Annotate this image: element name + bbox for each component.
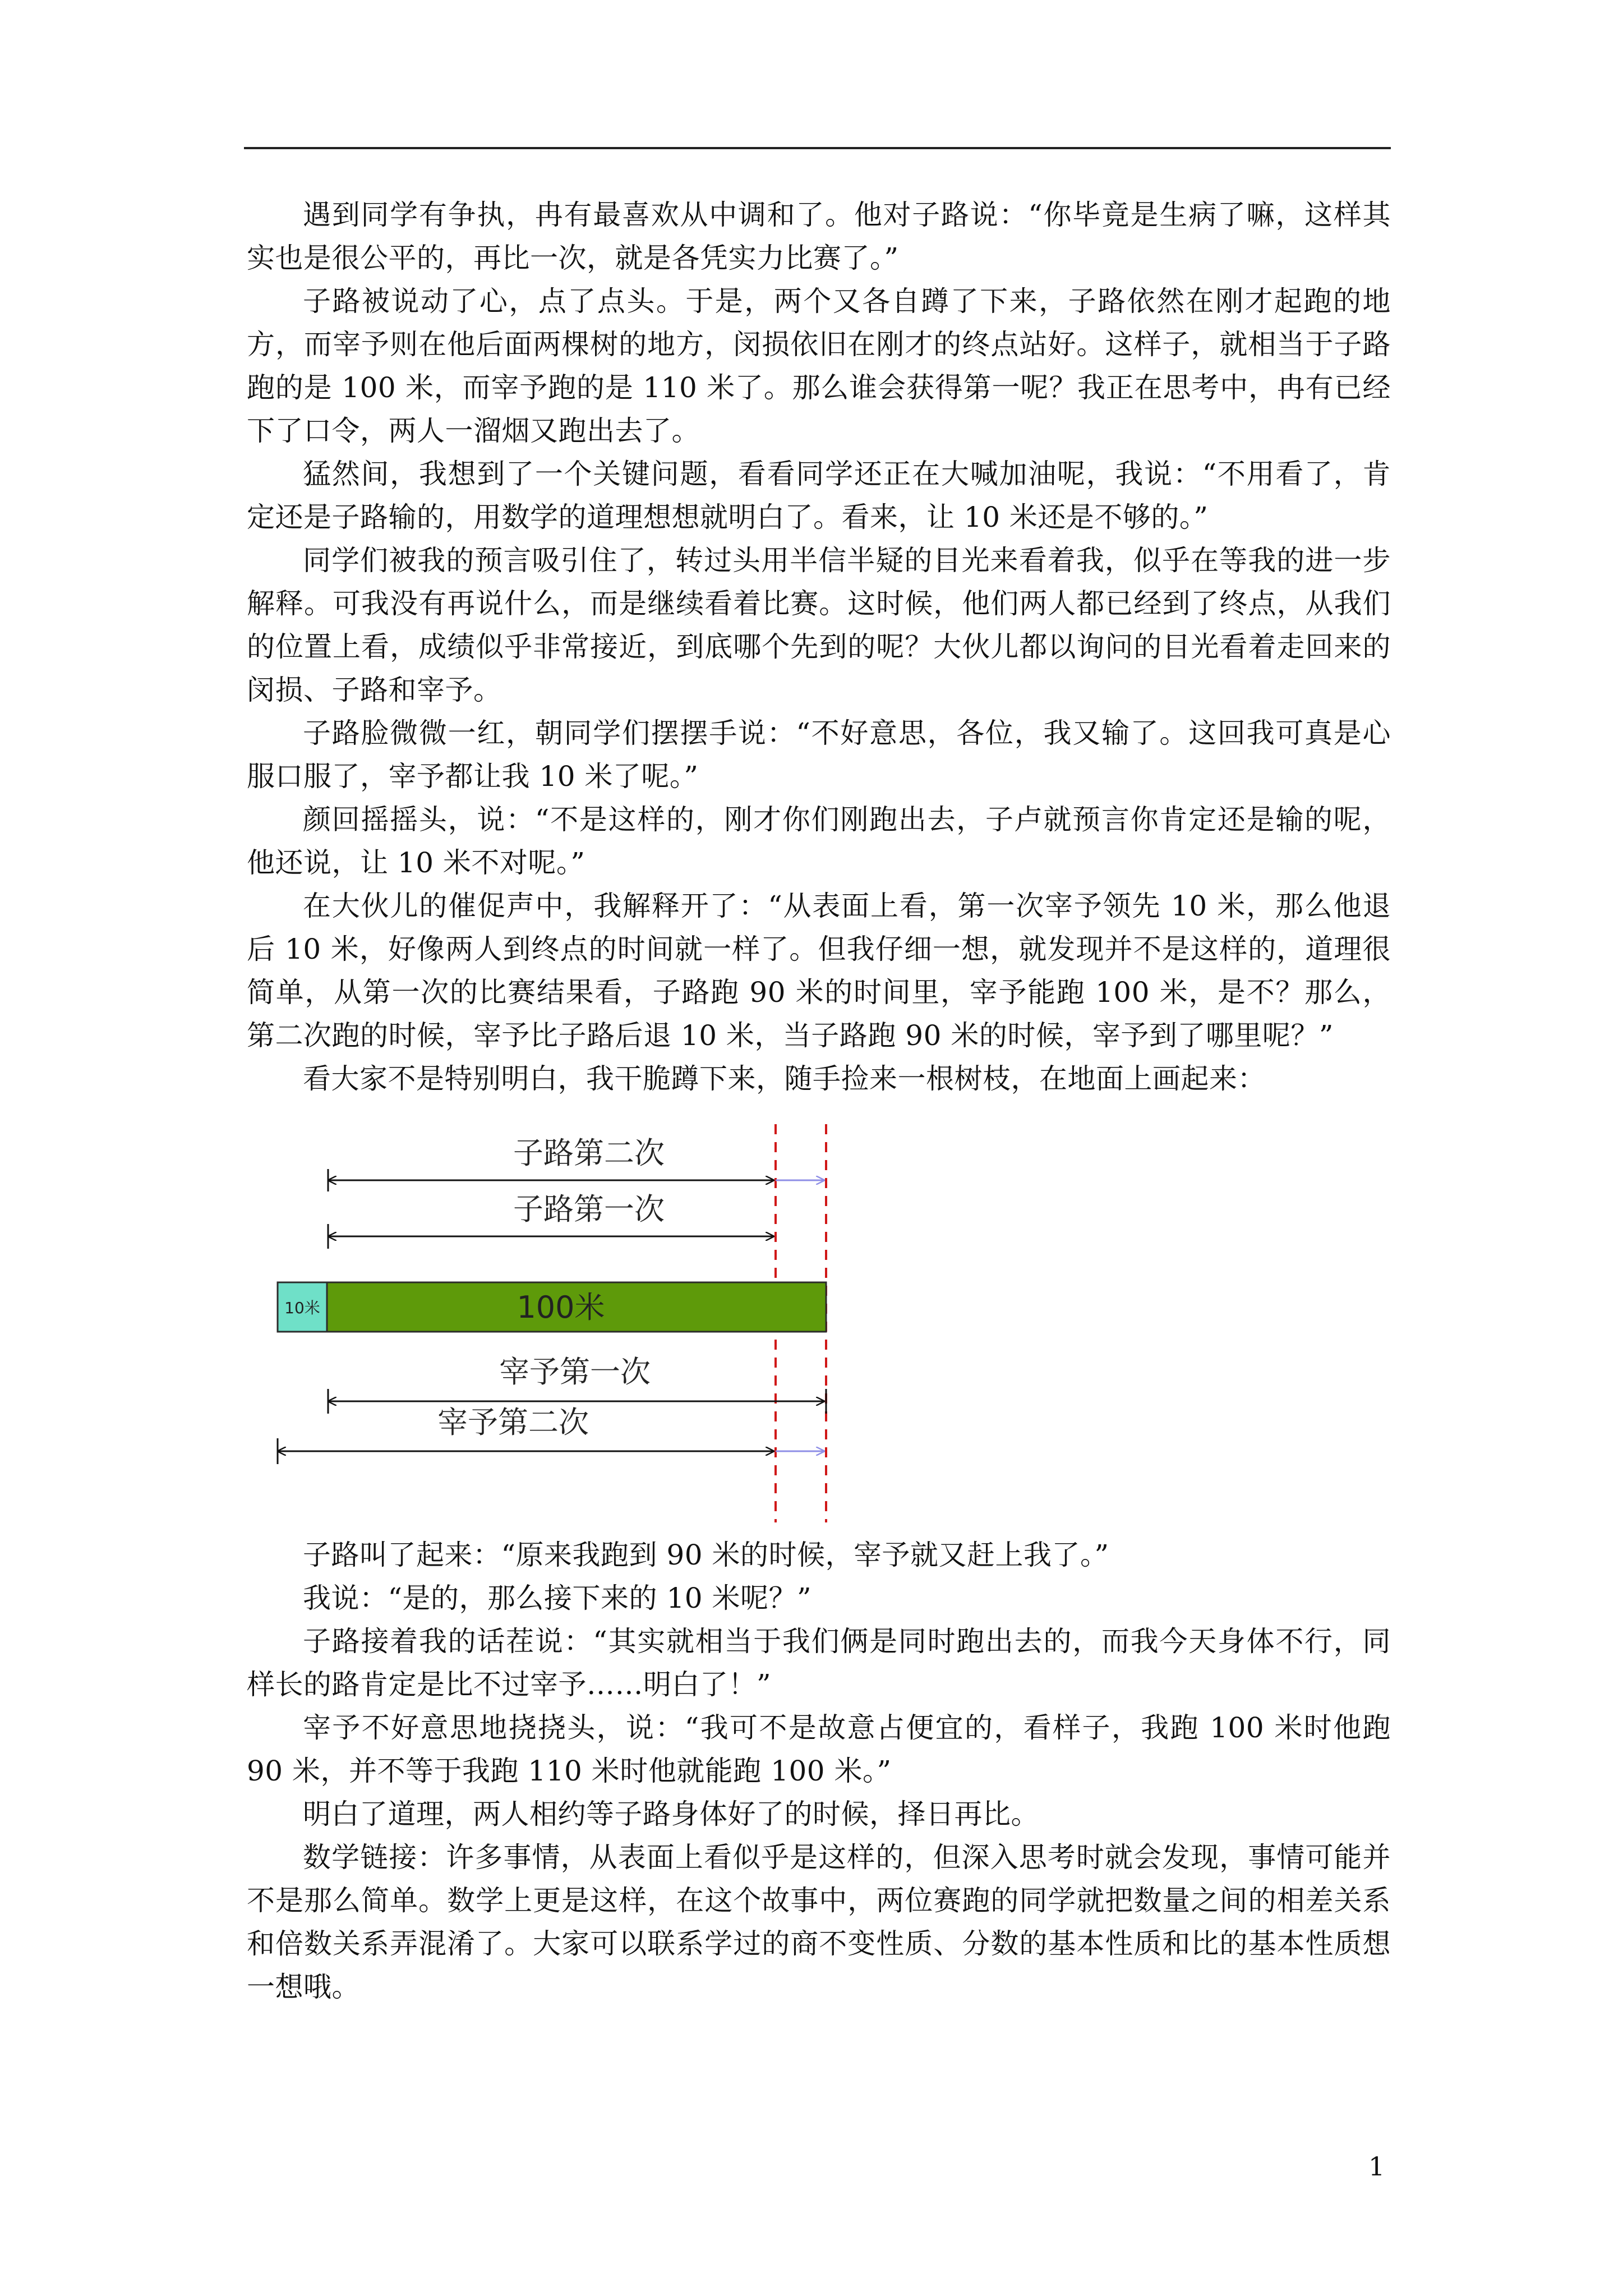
label-zilu-first: 子路第一次 [513, 1191, 665, 1227]
bar-10m-label: 10米 [284, 1299, 320, 1317]
paragraph-5: 子路脸微微一红，朝同学们摆摆手说：“不好意思，各位，我又输了。这回我可真是心服口服了，宰予都让我 10 米了呢。” [247, 717, 1391, 793]
paragraph-2: 子路被说动了心，点了点头。于是，两个又各自蹲了下来，子路依然在刚才起跑的地方，而宰予则在他后面两棵树的地方，闵损依旧在刚才的终点站好。这样子，就相当于子路跑的是 100 米，而宰予跑的是 110 米了。那么谁会获得第一呢？我正在思考中，冉有已经下了口令，两人一溜烟又跑出去了。 [247, 285, 1391, 447]
paragraph-13: 明白了道理，两人相约等子路身体好了的时候，择日再比。 [303, 1798, 1039, 1830]
paragraph-6: 颜回摇摇头，说：“不是这样的，刚才你们刚跑出去，子卢就预言你肯定还是输的呢，他还说，让 10 米不对呢。” [247, 803, 1391, 879]
paragraph-8: 看大家不是特别明白，我干脆蹲下来，随手捡来一根树枝，在地面上画起来： [303, 1062, 1266, 1095]
page-content [247, 194, 1391, 2009]
page-number: 1 [1368, 2151, 1385, 2182]
paragraph-4: 同学们被我的预言吸引住了，转过头用半信半疑的目光来看着我，似乎在等我的进一步解释。可我没有再说什么，而是继续看着比赛。这时候，他们两人都已经到了终点，从我们的位置上看，成绩似乎非常接近，到底哪个先到的呢？大伙儿都以询问的目光看着走回来的闵损、子路和宰予。 [247, 544, 1391, 706]
label-zilu-second: 子路第二次 [513, 1135, 665, 1171]
paragraph-1: 遇到同学有争执，冉有最喜欢从中调和了。他对子路说：“你毕竟是生病了嘛，这样其实也是很公平的，再比一次，就是各凭实力比赛了。” [247, 199, 1391, 274]
label-zaiyu-second: 宰予第二次 [437, 1405, 589, 1440]
paragraph-3: 猛然间，我想到了一个关键问题，看看同学还正在大喊加油呢，我说：“不用看了，肯定还是子路输的，用数学的道理想想就明白了。看来，让 10 米还是不够的。” [247, 458, 1391, 533]
paragraph-11: 子路接着我的话茬说：“其实就相当于我们俩是同时跑出去的，而我今天身体不行，同样长的路肯定是比不过宰予……明白了！” [247, 1625, 1391, 1701]
paragraph-12: 宰予不好意思地挠挠头，说：“我可不是故意占便宜的，看样子，我跑 100 米时他跑 90 米，并不等于我跑 110 米时他就能跑 100 米。” [247, 1711, 1391, 1787]
race-diagram-svg [275, 1119, 892, 1528]
paragraph-14: 数学链接：许多事情，从表面上看似乎是这样的，但深入思考时就会发现，事情可能并不是那么简单。数学上更是这样，在这个故事中，两位赛跑的同学就把数量之间的相差关系和倍数关系弄混淆了。大家可以联系学过的商不变性质、分数的基本性质和比的基本性质想一想哦。 [247, 1841, 1391, 2003]
paragraph-7: 在大伙儿的催促声中，我解释开了：“从表面上看，第一次宰予领先 10 米，那么他退后 10 米，好像两人到终点的时间就一样了。但我仔细一想，就发现并不是这样的，道理很简单，从第一次的比赛结果看，子路跑 90 米的时间里，宰予能跑 100 米，是不？那么，第二次跑的时候，宰予比子路后退 10 米，当子路跑 90 米的时候，宰予到了哪里呢？” [247, 890, 1391, 1052]
bar-100m-label: 100米 [517, 1290, 605, 1325]
header-rule [244, 147, 1391, 149]
label-zaiyu-first: 宰予第一次 [499, 1354, 651, 1389]
paragraph-10: 我说：“是的，那么接下来的 10 米呢？” [303, 1582, 812, 1614]
race-diagram [275, 1119, 892, 1528]
paragraph-9: 子路叫了起来：“原来我跑到 90 米的时候，宰予就又赶上我了。” [303, 1539, 1109, 1571]
